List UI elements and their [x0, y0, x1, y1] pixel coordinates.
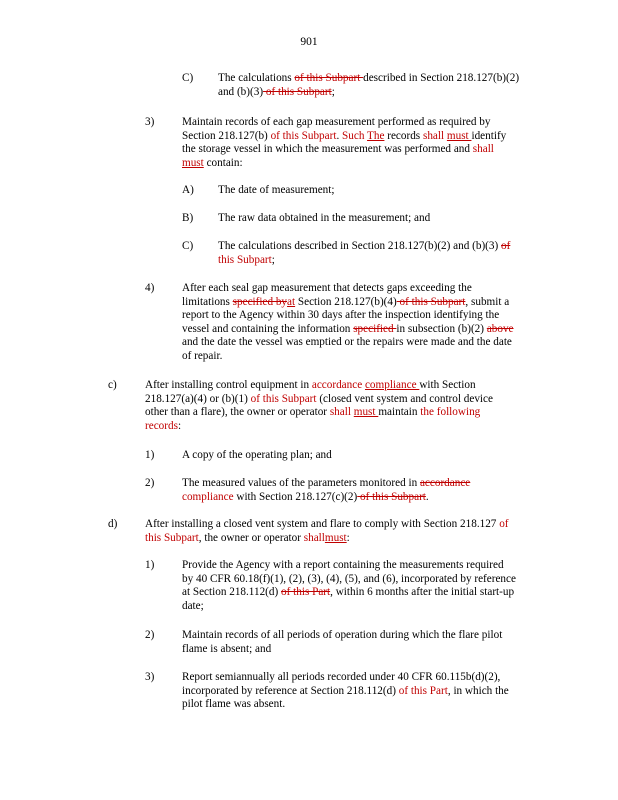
inserted-text: shall [422, 129, 447, 142]
deleted-text: of this Subpart [357, 490, 426, 503]
text: maintain [378, 406, 421, 419]
text: , submit a [465, 295, 510, 308]
inserted-text: must [446, 129, 472, 142]
subsection-label: d) [108, 518, 118, 530]
deleted-text: specified [353, 322, 397, 335]
text: : [346, 531, 350, 544]
text: date; [182, 599, 204, 612]
paragraph-seal-gap-report [182, 282, 572, 364]
item-label: 2) [145, 477, 155, 489]
subsection-label: c) [108, 379, 117, 391]
inserted-text: compliance [182, 490, 234, 503]
text: report to the Agency within 30 days after the inspection identifying the [182, 309, 500, 322]
paragraph-gap-records [182, 116, 562, 170]
inserted-text: compliance [364, 379, 420, 391]
inserted-text: shall [472, 143, 494, 156]
text: : [177, 419, 182, 432]
text: flame is absent; and [182, 642, 272, 655]
deleted-text: above [486, 322, 514, 335]
paragraph-flare [145, 518, 565, 545]
inserted-text: of this Part [398, 684, 448, 697]
paragraph-pilot-records [182, 629, 572, 656]
deleted-text: specified by [232, 295, 288, 308]
text: contain: [203, 156, 243, 169]
inserted-text: records [145, 419, 178, 432]
text: described in Section 218.127(b)(2) [363, 72, 520, 84]
text: 218.127(a)(4) or (b)(1) [145, 392, 251, 405]
paragraph-provide-report [182, 559, 572, 613]
text: Report semiannually all periods recorded under 40 CFR 60.115b(d)(2), [182, 671, 501, 683]
item-label: A) [182, 184, 194, 196]
text: vessel and containing the information [182, 322, 354, 335]
deleted-text: of this Subpart [396, 295, 466, 308]
text: of repair. [182, 349, 223, 362]
text: records [384, 129, 423, 142]
item-label: 1) [145, 559, 155, 571]
item-label: 3) [145, 671, 155, 683]
inserted-text: must [324, 531, 347, 544]
text: (closed vent system and control device [316, 392, 493, 405]
text: incorporated by reference at Section 218.112(d) [182, 684, 399, 697]
text: Section 218.127(b)(4) [295, 295, 397, 308]
item-label: C) [182, 240, 194, 252]
inserted-text: at [287, 295, 296, 308]
paragraph-semiannual-report [182, 671, 572, 712]
text: After installing control equipment in [145, 379, 312, 391]
text: The measured values of the parameters monitored in [182, 477, 420, 489]
inserted-text: of this Subpart [270, 129, 337, 142]
text: , within 6 months after the initial start-up [330, 586, 515, 599]
text: ; [331, 85, 335, 98]
text: ; [271, 253, 275, 266]
inserted-text: shall [329, 406, 354, 419]
inserted-text: accordance [311, 379, 365, 391]
text: , in which the [447, 684, 509, 697]
text: After each seal gap measurement that detects gaps exceeding the [182, 282, 472, 294]
text: The calculations [218, 72, 295, 84]
text: and the date the vessel was emptied or the repairs were made and the date [182, 336, 512, 349]
item-label: 3) [145, 116, 155, 128]
text: The calculations described in Section 218.127(b)(2) and (b)(3) [218, 240, 502, 252]
text: pilot flame was absent. [182, 698, 286, 711]
inserted-text: Such [342, 129, 368, 142]
text: Provide the Agency with a report containing the measurements required [182, 559, 504, 571]
text: by 40 CFR 60.18(f)(1), (2), (3), (4), (5), and (6), incorporated by reference [182, 572, 516, 585]
text: . [336, 129, 343, 142]
text: After installing a closed vent system and flare to comply with Section 218.127 [145, 518, 500, 530]
item-label: C) [182, 72, 194, 84]
deleted-text: of [501, 240, 511, 252]
paragraph-operating-plan: A copy of the operating plan; and [182, 449, 332, 461]
item-label: B) [182, 212, 194, 224]
text: with Section [419, 379, 476, 391]
deleted-text: of this Part [281, 586, 331, 599]
text: other than a flare), the owner or operator [145, 406, 330, 419]
deleted-text: accordance [419, 477, 471, 489]
text: Section 218.127(b) [182, 129, 271, 142]
inserted-text: must [353, 406, 379, 419]
inserted-text: this Subpart [218, 253, 272, 266]
paragraph-control-equipment [145, 379, 565, 433]
inserted-text: of this Subpart [250, 392, 317, 405]
deleted-text: of this Subpart [294, 72, 364, 84]
deleted-text: of this Subpart [263, 85, 332, 98]
inserted-text: The [367, 129, 385, 142]
text: limitations [182, 295, 233, 308]
inserted-text: of [499, 518, 509, 530]
text: with Section 218.127(c)(2) [233, 490, 358, 503]
paragraph-calculations [218, 240, 578, 267]
text: the storage vessel in which the measurement was performed and [182, 143, 473, 156]
text: Maintain records of each gap measurement performed as required by [182, 116, 491, 128]
paragraph-raw-data: The raw data obtained in the measurement; and [218, 212, 431, 224]
paragraph-measured-values [182, 477, 562, 504]
inserted-text: must [182, 156, 204, 169]
text: . [425, 490, 429, 503]
text: in subsection (b)(2) [396, 322, 487, 335]
paragraph-date: The date of measurement; [218, 184, 335, 196]
item-label: 1) [145, 449, 155, 461]
item-label: 4) [145, 282, 155, 294]
page-number: 901 [300, 36, 318, 48]
paragraph-calculations-continued [218, 72, 578, 99]
item-label: 2) [145, 629, 155, 641]
text: at Section 218.112(d) [182, 586, 282, 599]
text: , the owner or operator [198, 531, 304, 544]
text: identify [471, 129, 507, 142]
inserted-text: this Subpart [145, 531, 199, 544]
inserted-text: shall [303, 531, 325, 544]
text: and (b)(3) [218, 85, 264, 98]
inserted-text: the following [420, 406, 481, 419]
text: Maintain records of all periods of operation during which the flare pilot [182, 629, 503, 641]
